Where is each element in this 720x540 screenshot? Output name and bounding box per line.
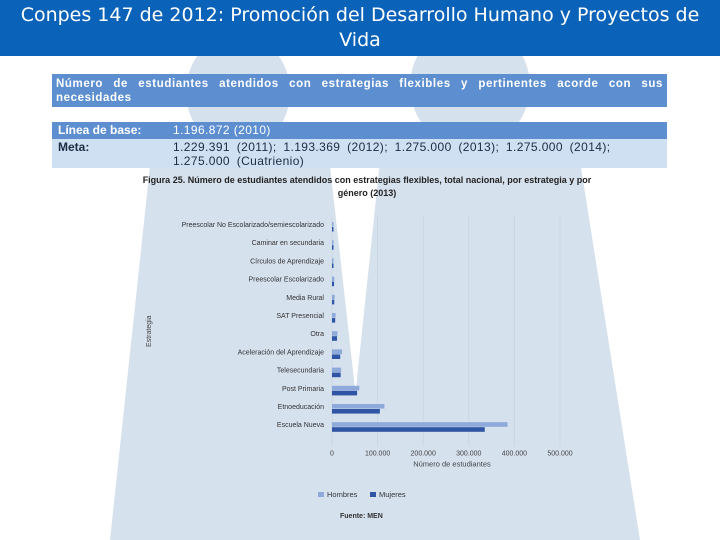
x-tick-label: 400.000: [501, 450, 528, 458]
category-label: Telesecundaria: [276, 367, 324, 375]
category-label: Preescolar No Escolarizado/semiescolarizado: [181, 222, 324, 229]
legend-swatch-hombres: [318, 492, 324, 497]
bar-hombres: [332, 422, 508, 427]
category-label: SAT Presencial: [276, 313, 324, 320]
bar-mujeres: [332, 300, 334, 305]
x-tick-label: 100.000: [364, 450, 391, 458]
bar-hombres: [332, 313, 336, 318]
bar-hombres: [332, 277, 334, 282]
bar-mujeres: [332, 245, 334, 250]
goal-value: 1.229.391 (2011); 1.193.369 (2012); 1.275.000 (2013); 1.275.000 (2014); 1.275.000 (Cuatrienio): [173, 140, 611, 168]
baseline-value: 1.196.872 (2010): [173, 123, 271, 137]
bar-mujeres: [332, 427, 485, 432]
bar-mujeres: [332, 409, 380, 414]
x-tick-label: 300.000: [456, 450, 482, 458]
bar-mujeres: [332, 227, 334, 232]
x-tick-label: 500.000: [547, 450, 573, 458]
category-label: Media Rural: [286, 294, 324, 302]
indicator-panel: [52, 74, 667, 522]
source-note: Fuente: MEN: [340, 513, 383, 520]
category-label: Círculos de Aprendizaje: [250, 258, 324, 266]
bar-hombres: [332, 258, 334, 263]
strategy-bar-chart: [52, 74, 667, 522]
slide-title: Conpes 147 de 2012: Promoción del Desarrollo Humano y Proyectos de Vida: [0, 0, 720, 56]
goal-label: Meta:: [58, 140, 90, 154]
legend-label-hombres: Hombres: [327, 490, 358, 499]
bar-hombres: [332, 331, 337, 336]
bar-mujeres: [332, 336, 337, 341]
figure-caption: Figura 25. Número de estudiantes atendidos con estrategias flexibles, total nacional, por estrategia y por género (2013): [142, 175, 592, 198]
bar-mujeres: [332, 263, 334, 268]
y-axis-title: Estrategia: [146, 315, 153, 347]
bar-hombres: [332, 404, 384, 409]
bar-hombres: [332, 240, 334, 245]
bar-hombres: [332, 295, 335, 300]
category-label: Post Primaria: [281, 385, 324, 393]
bar-mujeres: [332, 373, 341, 378]
baseline-label: Línea de base:: [58, 123, 142, 137]
legend-swatch-mujeres: [370, 492, 376, 497]
bar-mujeres: [332, 282, 334, 287]
category-label: Preescolar Escolarizado: [248, 276, 324, 284]
x-tick-label: 0: [330, 450, 334, 458]
bar-hombres: [332, 349, 342, 354]
bar-hombres: [332, 368, 341, 373]
bar-mujeres: [332, 318, 335, 323]
x-tick-label: 200.000: [410, 450, 436, 458]
x-axis-title: Número de estudiantes: [413, 459, 491, 469]
category-label: Aceleración del Aprendizaje: [237, 349, 324, 357]
bar-hombres: [332, 222, 334, 227]
bar-hombres: [332, 386, 359, 391]
bar-mujeres: [332, 354, 340, 359]
category-label: Otra: [310, 331, 324, 339]
legend-label-mujeres: Mujeres: [379, 490, 406, 499]
category-label: Escuela Nueva: [276, 422, 324, 430]
indicator-heading: Número de estudiantes atendidos con estrategias flexibles y pertinentes acorde con sus necesidades: [52, 74, 667, 107]
bar-mujeres: [332, 391, 357, 396]
category-label: Caminar en secundaria: [251, 240, 324, 248]
category-label: Etnoeducación: [277, 404, 324, 411]
